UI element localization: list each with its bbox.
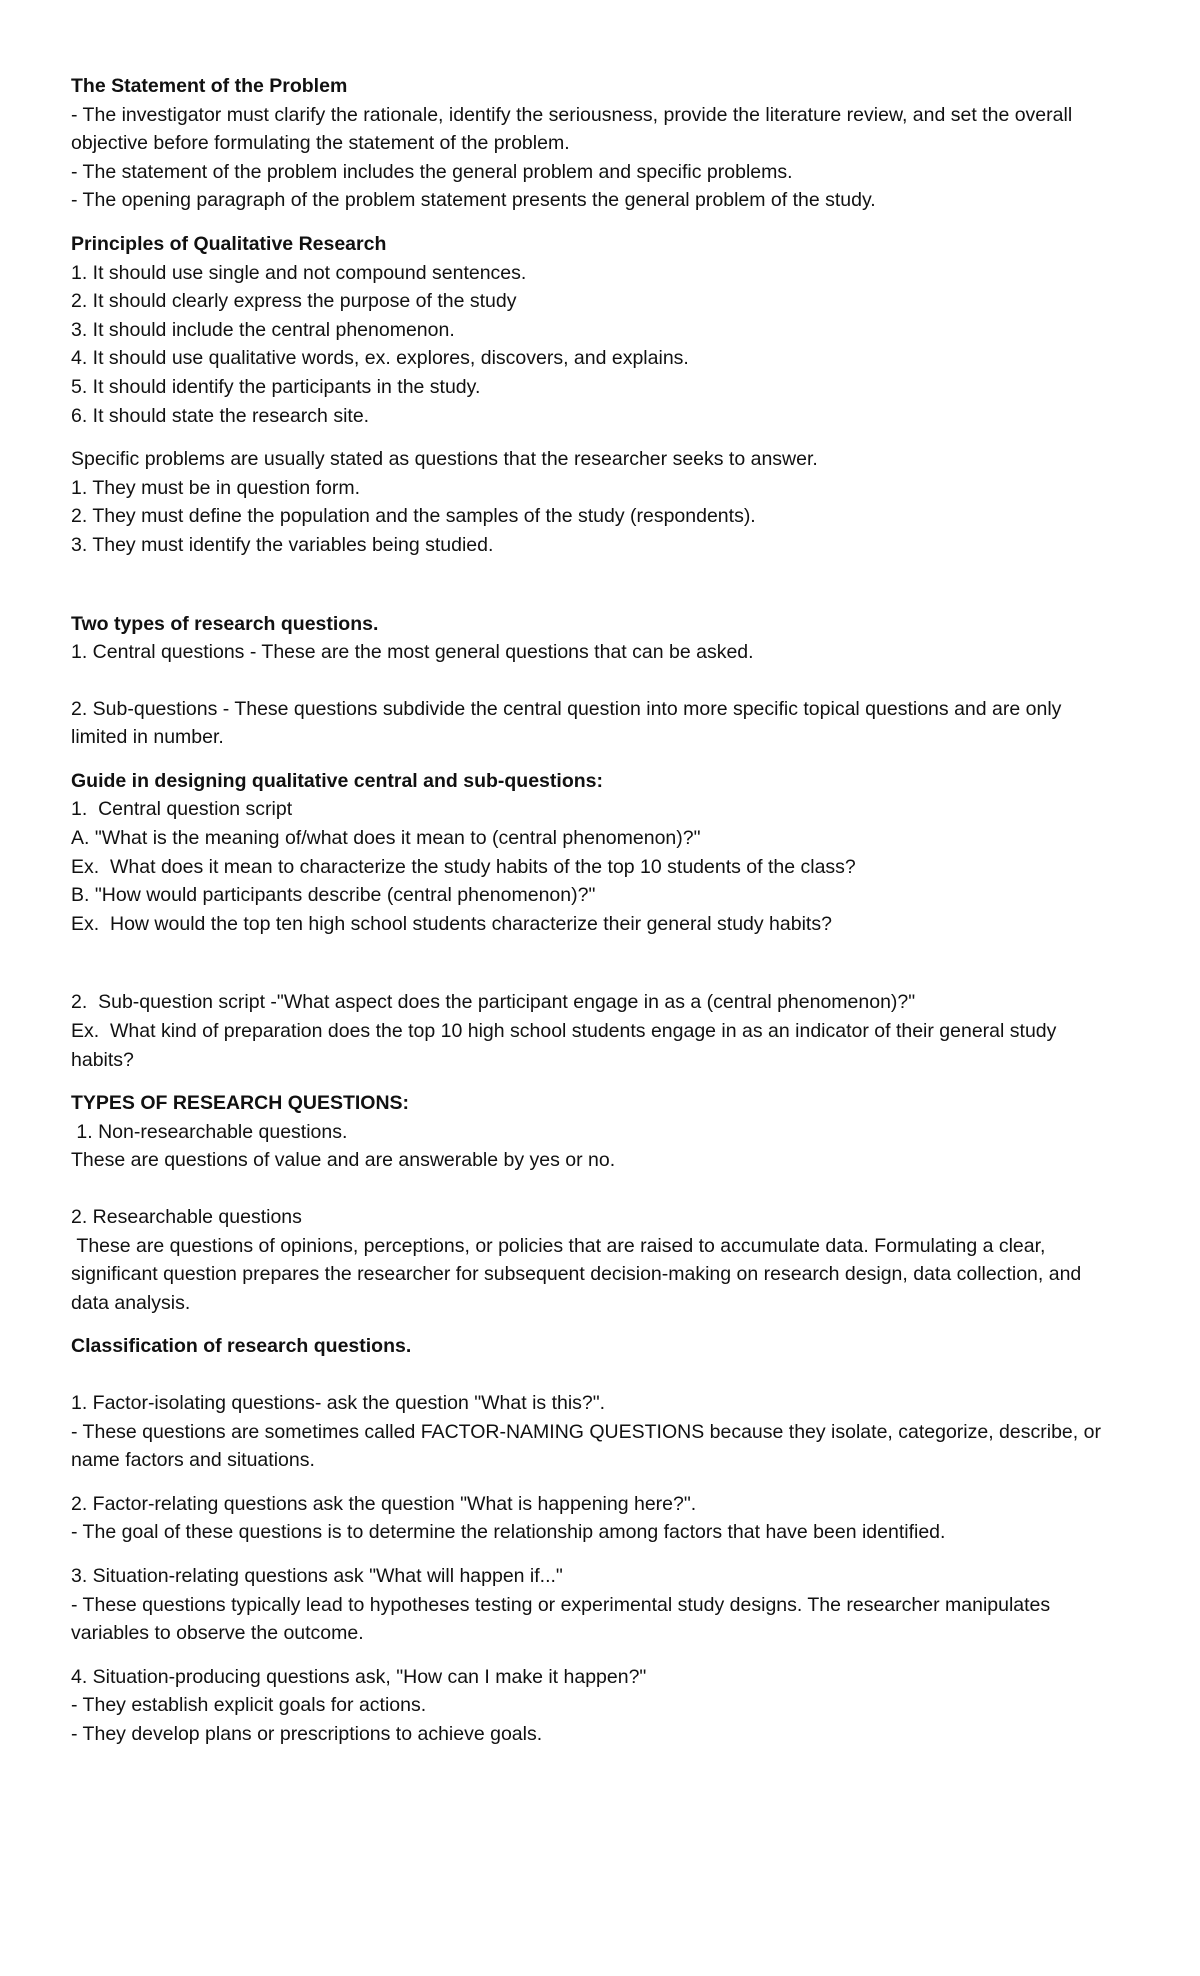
spacer — [71, 667, 1131, 695]
guide-line: Ex. How would the top ten high school students characterize their general study habits? — [71, 912, 832, 935]
spacer — [71, 1361, 1131, 1389]
guide-line: habits? — [71, 1048, 134, 1071]
types-line: These are questions of opinions, perceptions, or policies that are raised to accumulate data. Formulating a clear, — [71, 1234, 1046, 1257]
guide-line: A. "What is the meaning of/what does it mean to (central phenomenon)?" — [71, 827, 701, 850]
spacer — [71, 215, 1131, 230]
classification-heading: Classification of research questions. — [71, 1335, 412, 1358]
types-heading: TYPES OF RESEARCH QUESTIONS: — [71, 1092, 410, 1115]
classification-line: - These questions typically lead to hypotheses testing or experimental study designs. The researcher manipulates — [71, 1593, 1051, 1616]
sub-questions-item: 2. Sub-questions - These questions subdivide the central question into more specific topical questions and are only — [71, 697, 1062, 720]
guide-line: Ex. What does it mean to characterize the study habits of the top 10 students of the class? — [71, 855, 856, 878]
types-line: These are questions of value and are answerable by yes or no. — [71, 1149, 616, 1172]
classification-line: variables to observe the outcome. — [71, 1622, 364, 1645]
spacer — [71, 430, 1131, 445]
classification-line: name factors and situations. — [71, 1449, 315, 1472]
guide-line: B. "How would participants describe (central phenomenon)?" — [71, 884, 596, 907]
classification-line: 3. Situation-relating questions ask "What will happen if..." — [71, 1564, 563, 1587]
spacer — [71, 938, 1131, 988]
problem-line: - The statement of the problem includes the general problem and specific problems. — [71, 160, 793, 183]
problem-line: objective before formulating the statement of the problem. — [71, 132, 570, 155]
specific-item: 2. They must define the population and the samples of the study (respondents). — [71, 505, 756, 528]
specific-item: 1. They must be in question form. — [71, 476, 361, 499]
spacer — [71, 1475, 1131, 1490]
spacer — [71, 1648, 1131, 1663]
types-line: significant question prepares the researcher for subsequent decision-making on research design, data collection, and — [71, 1263, 1082, 1286]
types-line: 2. Researchable questions — [71, 1206, 302, 1228]
classification-line: 4. Situation-producing questions ask, "How can I make it happen?" — [71, 1665, 647, 1688]
spacer — [71, 1074, 1131, 1089]
spacer — [71, 1317, 1131, 1332]
central-questions-item: 1. Central questions - These are the most general questions that can be asked. — [71, 641, 754, 664]
classification-line: - They develop plans or prescriptions to achieve goals. — [71, 1722, 543, 1745]
specific-item: 3. They must identify the variables being studied. — [71, 533, 494, 556]
sub-questions-item: limited in number. — [71, 726, 224, 749]
principle-item: 4. It should use qualitative words, ex. explores, discovers, and explains. — [71, 347, 689, 370]
specific-intro: Specific problems are usually stated as questions that the researcher seeks to answer. — [71, 448, 818, 471]
principle-item: 5. It should identify the participants in the study. — [71, 375, 481, 398]
problem-heading: The Statement of the Problem — [71, 75, 348, 97]
guide-line: Ex. What kind of preparation does the top 10 high school students engage in as an indicator of their general study — [71, 1020, 1057, 1043]
types-line: data analysis. — [71, 1291, 191, 1314]
classification-line: 2. Factor-relating questions ask the question "What is happening here?". — [71, 1492, 697, 1515]
document-page — [71, 72, 1131, 1749]
types-line: 1. Non-researchable questions. — [71, 1120, 348, 1143]
classification-line: - The goal of these questions is to determine the relationship among factors that have been identified. — [71, 1521, 946, 1544]
spacer — [71, 1175, 1131, 1203]
classification-line: - These questions are sometimes called FACTOR-NAMING QUESTIONS because they isolate, categorize, describe, or — [71, 1420, 1101, 1443]
classification-line: 1. Factor-isolating questions- ask the question "What is this?". — [71, 1391, 606, 1414]
guide-line: 2. Sub-question script -"What aspect does the participant engage in as a (central phenomenon)?" — [71, 991, 916, 1014]
problem-line: - The opening paragraph of the problem statement presents the general problem of the study. — [71, 189, 876, 212]
principle-item: 1. It should use single and not compound sentences. — [71, 261, 527, 284]
spacer — [71, 752, 1131, 767]
principle-item: 6. It should state the research site. — [71, 404, 370, 427]
two-types-heading: Two types of research questions. — [71, 612, 379, 635]
spacer — [71, 1547, 1131, 1562]
classification-line: - They establish explicit goals for actions. — [71, 1694, 427, 1717]
problem-line: - The investigator must clarify the rationale, identify the seriousness, provide the literature review, and set the overall — [71, 103, 1073, 126]
guide-line: 1. Central question script — [71, 798, 293, 821]
principle-item: 3. It should include the central phenomenon. — [71, 318, 455, 341]
guide-heading: Guide in designing qualitative central and sub-questions: — [71, 769, 603, 792]
principle-item: 2. It should clearly express the purpose of the study — [71, 290, 517, 313]
principles-heading: Principles of Qualitative Research — [71, 232, 387, 255]
spacer — [71, 560, 1131, 610]
